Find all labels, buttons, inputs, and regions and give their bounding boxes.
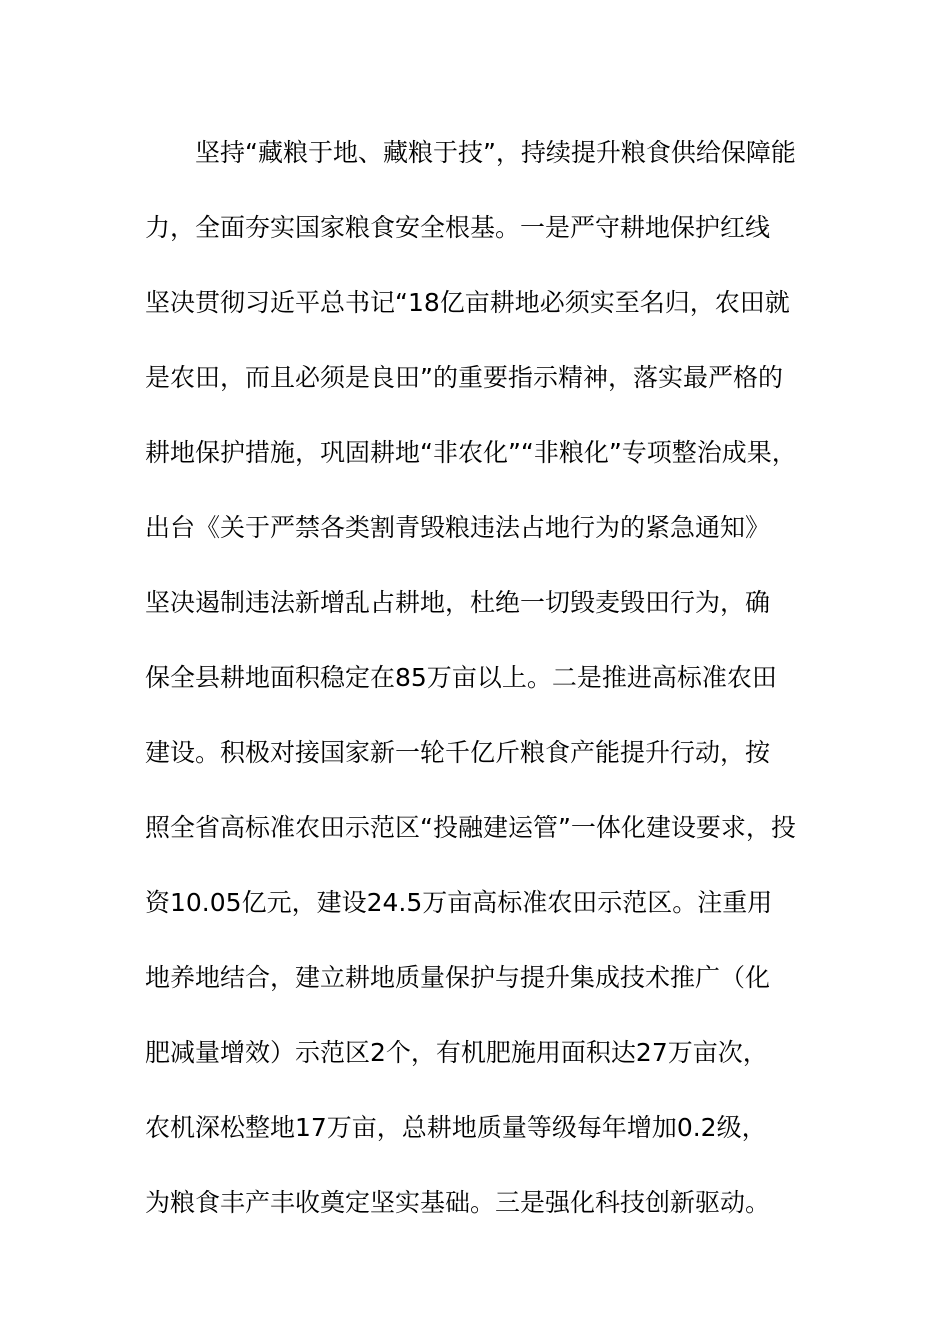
paragraph-line-11: 资10.05亿元，建设24.5万亩高标准农田示范区。注重用 [145,888,773,917]
paragraph-line-4: 是农田，而且必须是良田”的重要指示精神，落实最严格的 [145,363,783,392]
paragraph-line-5: 耕地保护措施，巩固耕地“非农化”“非粮化”专项整治成果， [145,438,797,467]
paragraph-line-7: 坚决遏制违法新增乱占耕地，杜绝一切毁麦毁田行为，确 [145,588,771,617]
paragraph-line-8: 保全县耕地面积稳定在85万亩以上。二是推进高标准农田 [145,663,777,692]
paragraph-line-9: 建设。积极对接国家新一轮千亿斤粮食产能提升行动，按 [145,738,771,767]
paragraph-line-14: 农机深松整地17万亩，总耕地质量等级每年增加0.2级， [145,1113,767,1142]
paragraph-line-2: 力，全面夯实国家粮食安全根基。一是严守耕地保护红线 [145,213,771,242]
paragraph-line-15: 为粮食丰产丰收奠定坚实基础。三是强化科技创新驱动。 [145,1188,771,1217]
paragraph-line-13: 肥减量增效）示范区2个，有机肥施用面积达27万亩次， [145,1038,768,1067]
paragraph-line-3: 坚决贯彻习近平总书记“18亿亩耕地必须实至名归，农田就 [145,288,790,317]
paragraph-line-10: 照全省高标准农田示范区“投融建运管”一体化建设要求，投 [145,813,796,842]
body-paragraph [145,124,810,1249]
paragraph-line-12: 地养地结合，建立耕地质量保护与提升集成技术推广（化 [145,963,771,992]
paragraph-line-6: 出台《关于严禁各类割青毁粮违法占地行为的紧急通知》 [145,513,771,542]
paragraph-line-1: 坚持“藏粮于地、藏粮于技”，持续提升粮食供给保障能 [195,138,796,167]
